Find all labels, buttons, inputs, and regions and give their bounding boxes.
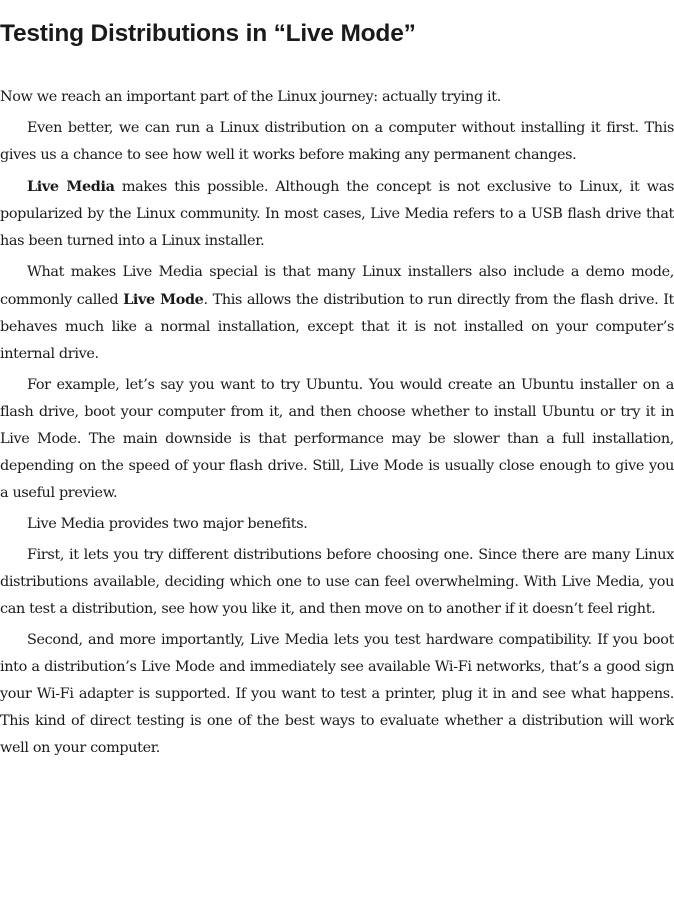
paragraph-ubuntu-example: For example, let’s say you want to try Ubuntu. You would create an Ubuntu installer on a flash drive, boot your computer from it, and then choose whether to install Ubuntu or try it in Live Mode. The main downside is that performance may be slower than a full installation, depending on the speed of your flash drive. Still, Live Mode is usually close enough to give you a useful preview.	[0, 377, 674, 501]
paragraph-run-without-installing: Even better, we can run a Linux distribution on a computer without installing it first. This gives us a chance to see how well it works before making any permanent changes.	[0, 120, 674, 163]
paragraph-live-media	[0, 173, 674, 255]
paragraph-two-benefits: Live Media provides two major benefits.	[27, 516, 308, 532]
paragraph-live-media-text: makes this possible. Although the concept is not exclusive to Linux, it was popularized by the Linux community. In most cases, Live Media refers to a USB flash drive that has been turned into a Linux installer.	[0, 179, 674, 249]
paragraph-live-mode-before: What makes Live Media special is that many Linux installers also include a demo mode, commonly called	[0, 264, 674, 308]
body-text	[0, 84, 674, 766]
paragraph-intro: Now we reach an important part of the Linux journey: actually trying it.	[0, 89, 501, 105]
term-live-media: Live Media	[27, 178, 115, 195]
term-live-mode: Live Mode	[123, 291, 204, 308]
paragraph-live-mode	[0, 259, 674, 368]
paragraph-benefit-second: Second, and more importantly, Live Media lets you test hardware compatibility. If you boot into a distribution’s Live Mode and immediately see available Wi-Fi networks, that’s a good sign your Wi-Fi adapter is supported. If you want to test a printer, plug it in and see what happens. This kind of direct testing is one of the best ways to evaluate whether a distribution will work well on your computer.	[0, 632, 674, 756]
section-title: Testing Distributions in “Live Mode”	[0, 20, 416, 47]
paragraph-live-mode-after: . This allows the distribution to run directly from the flash drive. It behaves much like a normal installation, except that it is not installed on your computer’s internal drive.	[0, 292, 674, 362]
paragraph-benefit-first: First, it lets you try different distributions before choosing one. Since there are many Linux distributions available, deciding which one to use can feel overwhelming. With Live Media, you can test a distribution, see how you like it, and then move on to another if it doesn’t feel right.	[0, 547, 674, 617]
